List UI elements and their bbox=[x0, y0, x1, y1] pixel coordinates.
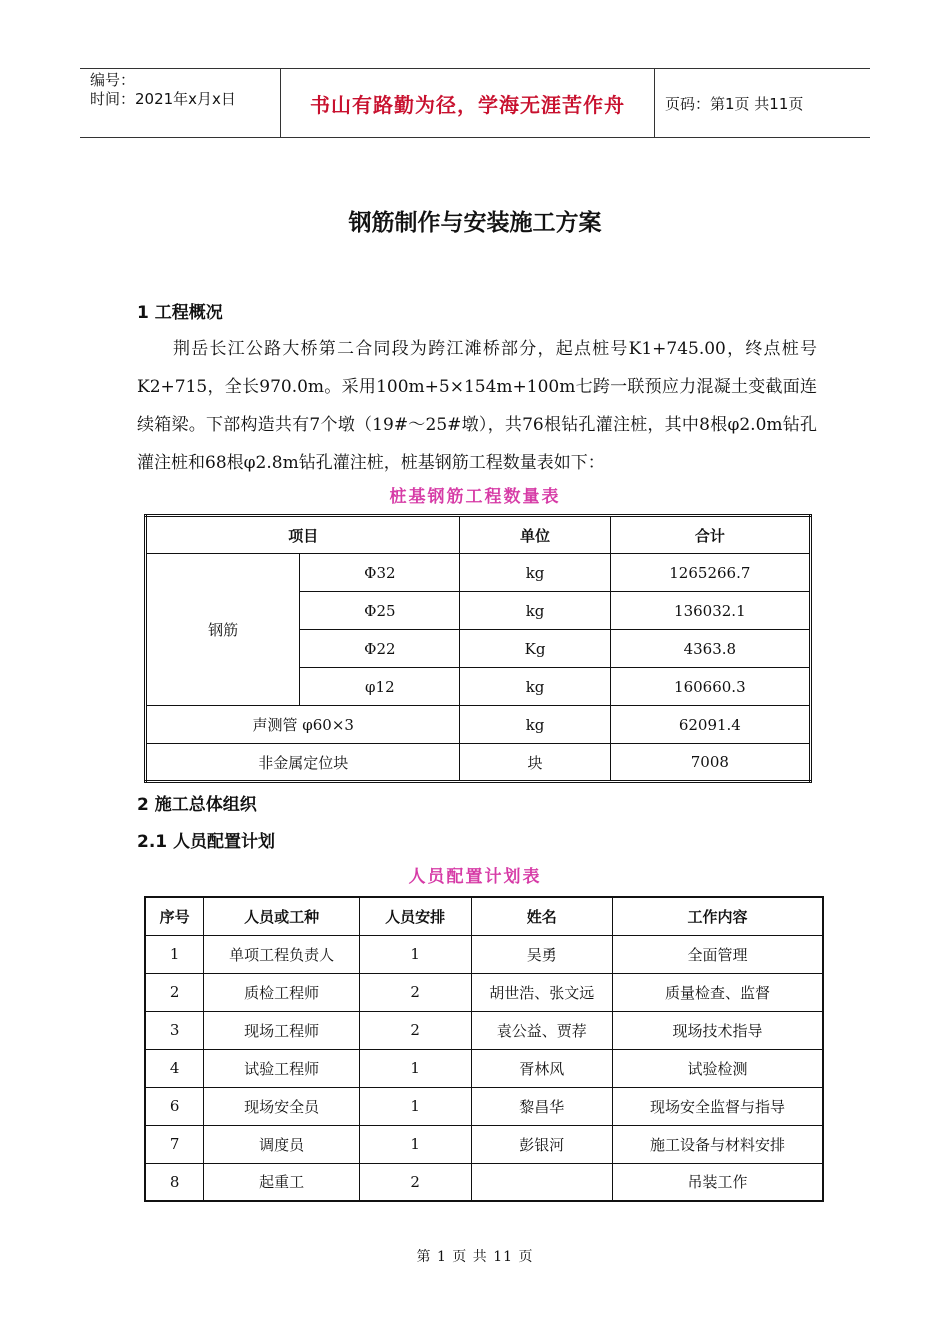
staffing-plan-table bbox=[144, 896, 824, 1202]
cell-role: 起重工 bbox=[204, 1163, 360, 1201]
cell-role: 试验工程师 bbox=[204, 1049, 360, 1087]
rebar-unit: kg bbox=[460, 668, 610, 706]
cell-duty: 施工设备与材料安排 bbox=[613, 1125, 823, 1163]
header-motto: 书山有路勤为径，学海无涯苦作舟 bbox=[281, 69, 655, 137]
table-row bbox=[146, 744, 811, 782]
header-meta bbox=[80, 69, 281, 137]
header-role: 人员或工种 bbox=[204, 897, 360, 935]
group-label-rebar: 钢筋 bbox=[146, 554, 300, 706]
cell-count: 1 bbox=[359, 1049, 471, 1087]
page-footer: 第 1 页 共 11 页 bbox=[416, 1249, 534, 1265]
cell-name bbox=[471, 1163, 613, 1201]
header-time: 时间：2021年x月x日 bbox=[90, 90, 236, 108]
cell-duty: 试验检测 bbox=[613, 1049, 823, 1087]
cell-duty: 现场技术指导 bbox=[613, 1011, 823, 1049]
cell-role: 质检工程师 bbox=[204, 973, 360, 1011]
rebar-unit: kg bbox=[460, 554, 610, 592]
page-header bbox=[80, 68, 870, 138]
rebar-total: 160660.3 bbox=[610, 668, 810, 706]
cell-seq: 6 bbox=[145, 1087, 204, 1125]
header-count: 人员安排 bbox=[359, 897, 471, 935]
section-1-heading: 1 工程概况 bbox=[137, 303, 223, 323]
table-row bbox=[145, 1163, 823, 1201]
rebar-total: 1265266.7 bbox=[610, 554, 810, 592]
section-2-heading: 2 施工总体组织 bbox=[137, 795, 257, 815]
cell-role: 现场安全员 bbox=[204, 1087, 360, 1125]
cell-duty: 质量检查、监督 bbox=[613, 973, 823, 1011]
other-unit: kg bbox=[460, 706, 610, 744]
cell-seq: 4 bbox=[145, 1049, 204, 1087]
cell-duty: 现场安全监督与指导 bbox=[613, 1087, 823, 1125]
table-row bbox=[145, 1087, 823, 1125]
cell-duty: 全面管理 bbox=[613, 935, 823, 973]
rebar-quantity-table bbox=[144, 514, 812, 783]
other-total: 62091.4 bbox=[610, 706, 810, 744]
rebar-unit: Kg bbox=[460, 630, 610, 668]
table-row bbox=[146, 706, 811, 744]
other-total: 7008 bbox=[610, 744, 810, 782]
table-header-row bbox=[145, 897, 823, 935]
cell-count: 1 bbox=[359, 1125, 471, 1163]
header-item: 项目 bbox=[146, 516, 460, 554]
cell-name: 黎昌华 bbox=[471, 1087, 613, 1125]
rebar-total: 4363.8 bbox=[610, 630, 810, 668]
header-unit: 单位 bbox=[460, 516, 610, 554]
rebar-total: 136032.1 bbox=[610, 592, 810, 630]
cell-count: 1 bbox=[359, 1087, 471, 1125]
rebar-unit: kg bbox=[460, 592, 610, 630]
cell-name: 袁公益、贾荐 bbox=[471, 1011, 613, 1049]
cell-seq: 7 bbox=[145, 1125, 204, 1163]
cell-seq: 3 bbox=[145, 1011, 204, 1049]
cell-name: 吴勇 bbox=[471, 935, 613, 973]
other-item: 非金属定位块 bbox=[146, 744, 460, 782]
cell-role: 调度员 bbox=[204, 1125, 360, 1163]
header-number: 编号： bbox=[90, 71, 136, 89]
header-duty: 工作内容 bbox=[613, 897, 823, 935]
table-2-caption: 人员配置计划表 bbox=[408, 867, 542, 887]
cell-role: 单项工程负责人 bbox=[204, 935, 360, 973]
other-item: 声测管 φ60×3 bbox=[146, 706, 460, 744]
cell-count: 1 bbox=[359, 935, 471, 973]
table-row bbox=[145, 935, 823, 973]
section-2-1-heading: 2.1 人员配置计划 bbox=[137, 832, 276, 852]
rebar-spec: φ12 bbox=[300, 668, 460, 706]
table-row bbox=[145, 1125, 823, 1163]
cell-count: 2 bbox=[359, 1163, 471, 1201]
table-row bbox=[145, 973, 823, 1011]
header-total: 合计 bbox=[610, 516, 810, 554]
header-name: 姓名 bbox=[471, 897, 613, 935]
cell-seq: 1 bbox=[145, 935, 204, 973]
cell-role: 现场工程师 bbox=[204, 1011, 360, 1049]
header-page-info: 页码：第1页 共11页 bbox=[665, 94, 804, 113]
rebar-spec: Φ32 bbox=[300, 554, 460, 592]
cell-seq: 8 bbox=[145, 1163, 204, 1201]
table-row bbox=[146, 554, 811, 592]
cell-duty: 吊装工作 bbox=[613, 1163, 823, 1201]
header-seq: 序号 bbox=[145, 897, 204, 935]
table-1-caption: 桩基钢筋工程数量表 bbox=[389, 487, 561, 507]
cell-count: 2 bbox=[359, 1011, 471, 1049]
rebar-spec: Φ25 bbox=[300, 592, 460, 630]
other-unit: 块 bbox=[460, 744, 610, 782]
cell-name: 胥林风 bbox=[471, 1049, 613, 1087]
cell-name: 胡世浩、张文远 bbox=[471, 973, 613, 1011]
cell-seq: 2 bbox=[145, 973, 204, 1011]
rebar-spec: Φ22 bbox=[300, 630, 460, 668]
cell-count: 2 bbox=[359, 973, 471, 1011]
table-row bbox=[145, 1011, 823, 1049]
table-header-row bbox=[146, 516, 811, 554]
document-title: 钢筋制作与安装施工方案 bbox=[348, 210, 602, 236]
section-1-paragraph: 荆岳长江公路大桥第二合同段为跨江滩桥部分，起点桩号K1+745.00，终点桩号K2+715，全长970.0m。采用100m+5×154m+100m七跨一联预应力混凝土变截面连续箱梁。下部构造共有7个墩（19#～25#墩），共76根钻孔灌注桩，其中8根φ2.0m钻孔灌注桩和68根φ2.8m钻孔灌注桩，桩基钢筋工程数量表如下： bbox=[137, 339, 817, 473]
table-row bbox=[145, 1049, 823, 1087]
cell-name: 彭银河 bbox=[471, 1125, 613, 1163]
